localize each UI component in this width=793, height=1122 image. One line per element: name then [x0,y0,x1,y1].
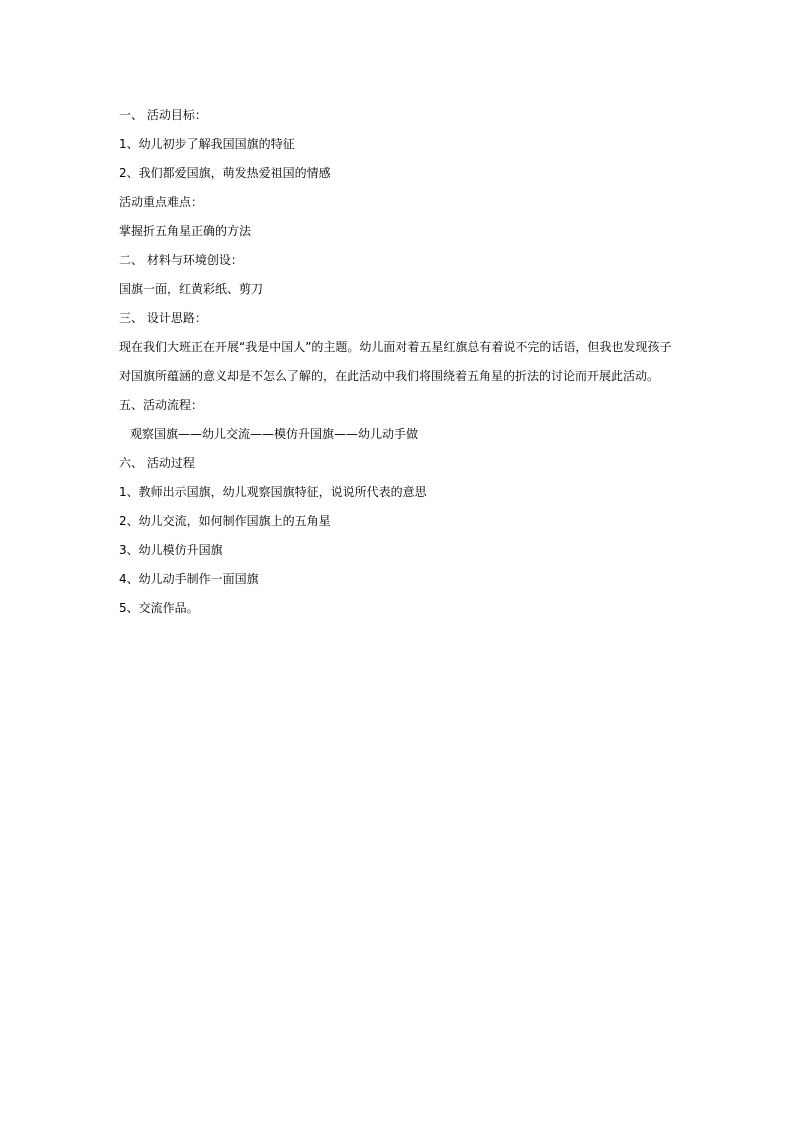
design-text-line-2: 对国旗所蕴涵的意义却是不怎么了解的，在此活动中我们将围绕着五角星的折法的讨论而开展此活动。 [119,369,660,383]
section-heading-flow: 五、活动流程： [119,398,204,412]
section-heading-design: 三、 设计思路： [119,311,207,325]
process-item-3: 3、幼儿模仿升国旗 [119,543,223,557]
process-item-5: 5、交流作品。 [119,601,199,615]
process-item-1: 1、教师出示国旗，幼儿观察国旗特征，说说所代表的意思 [119,485,427,499]
document-body [119,101,679,623]
design-text-line-1: 现在我们大班正在开展“我是中国人”的主题。幼儿面对着五星红旗总有着说不完的话语，但我也发现孩子 [119,340,672,354]
flow-text: 观察国旗——幼儿交流——模仿升国旗——幼儿动手做 [130,427,419,441]
section-heading-process: 六、 活动过程 [119,456,195,470]
process-item-2: 2、幼儿交流，如何制作国旗上的五角星 [119,514,331,528]
section-heading-goals: 一、 活动目标： [119,108,207,122]
design-paragraph [119,333,679,391]
goal-item-2: 2、我们都爱国旗，萌发热爱祖国的情感 [119,166,331,180]
goal-item-1: 1、幼儿初步了解我国国旗的特征 [119,137,295,151]
key-points-text: 掌握折五角星正确的方法 [119,224,252,238]
process-item-4: 4、幼儿动手制作一面国旗 [119,572,259,586]
materials-text: 国旗一面，红黄彩纸、剪刀 [119,282,264,296]
section-heading-key-points: 活动重点难点： [119,195,204,209]
section-heading-materials: 二、 材料与环境创设： [119,253,243,267]
